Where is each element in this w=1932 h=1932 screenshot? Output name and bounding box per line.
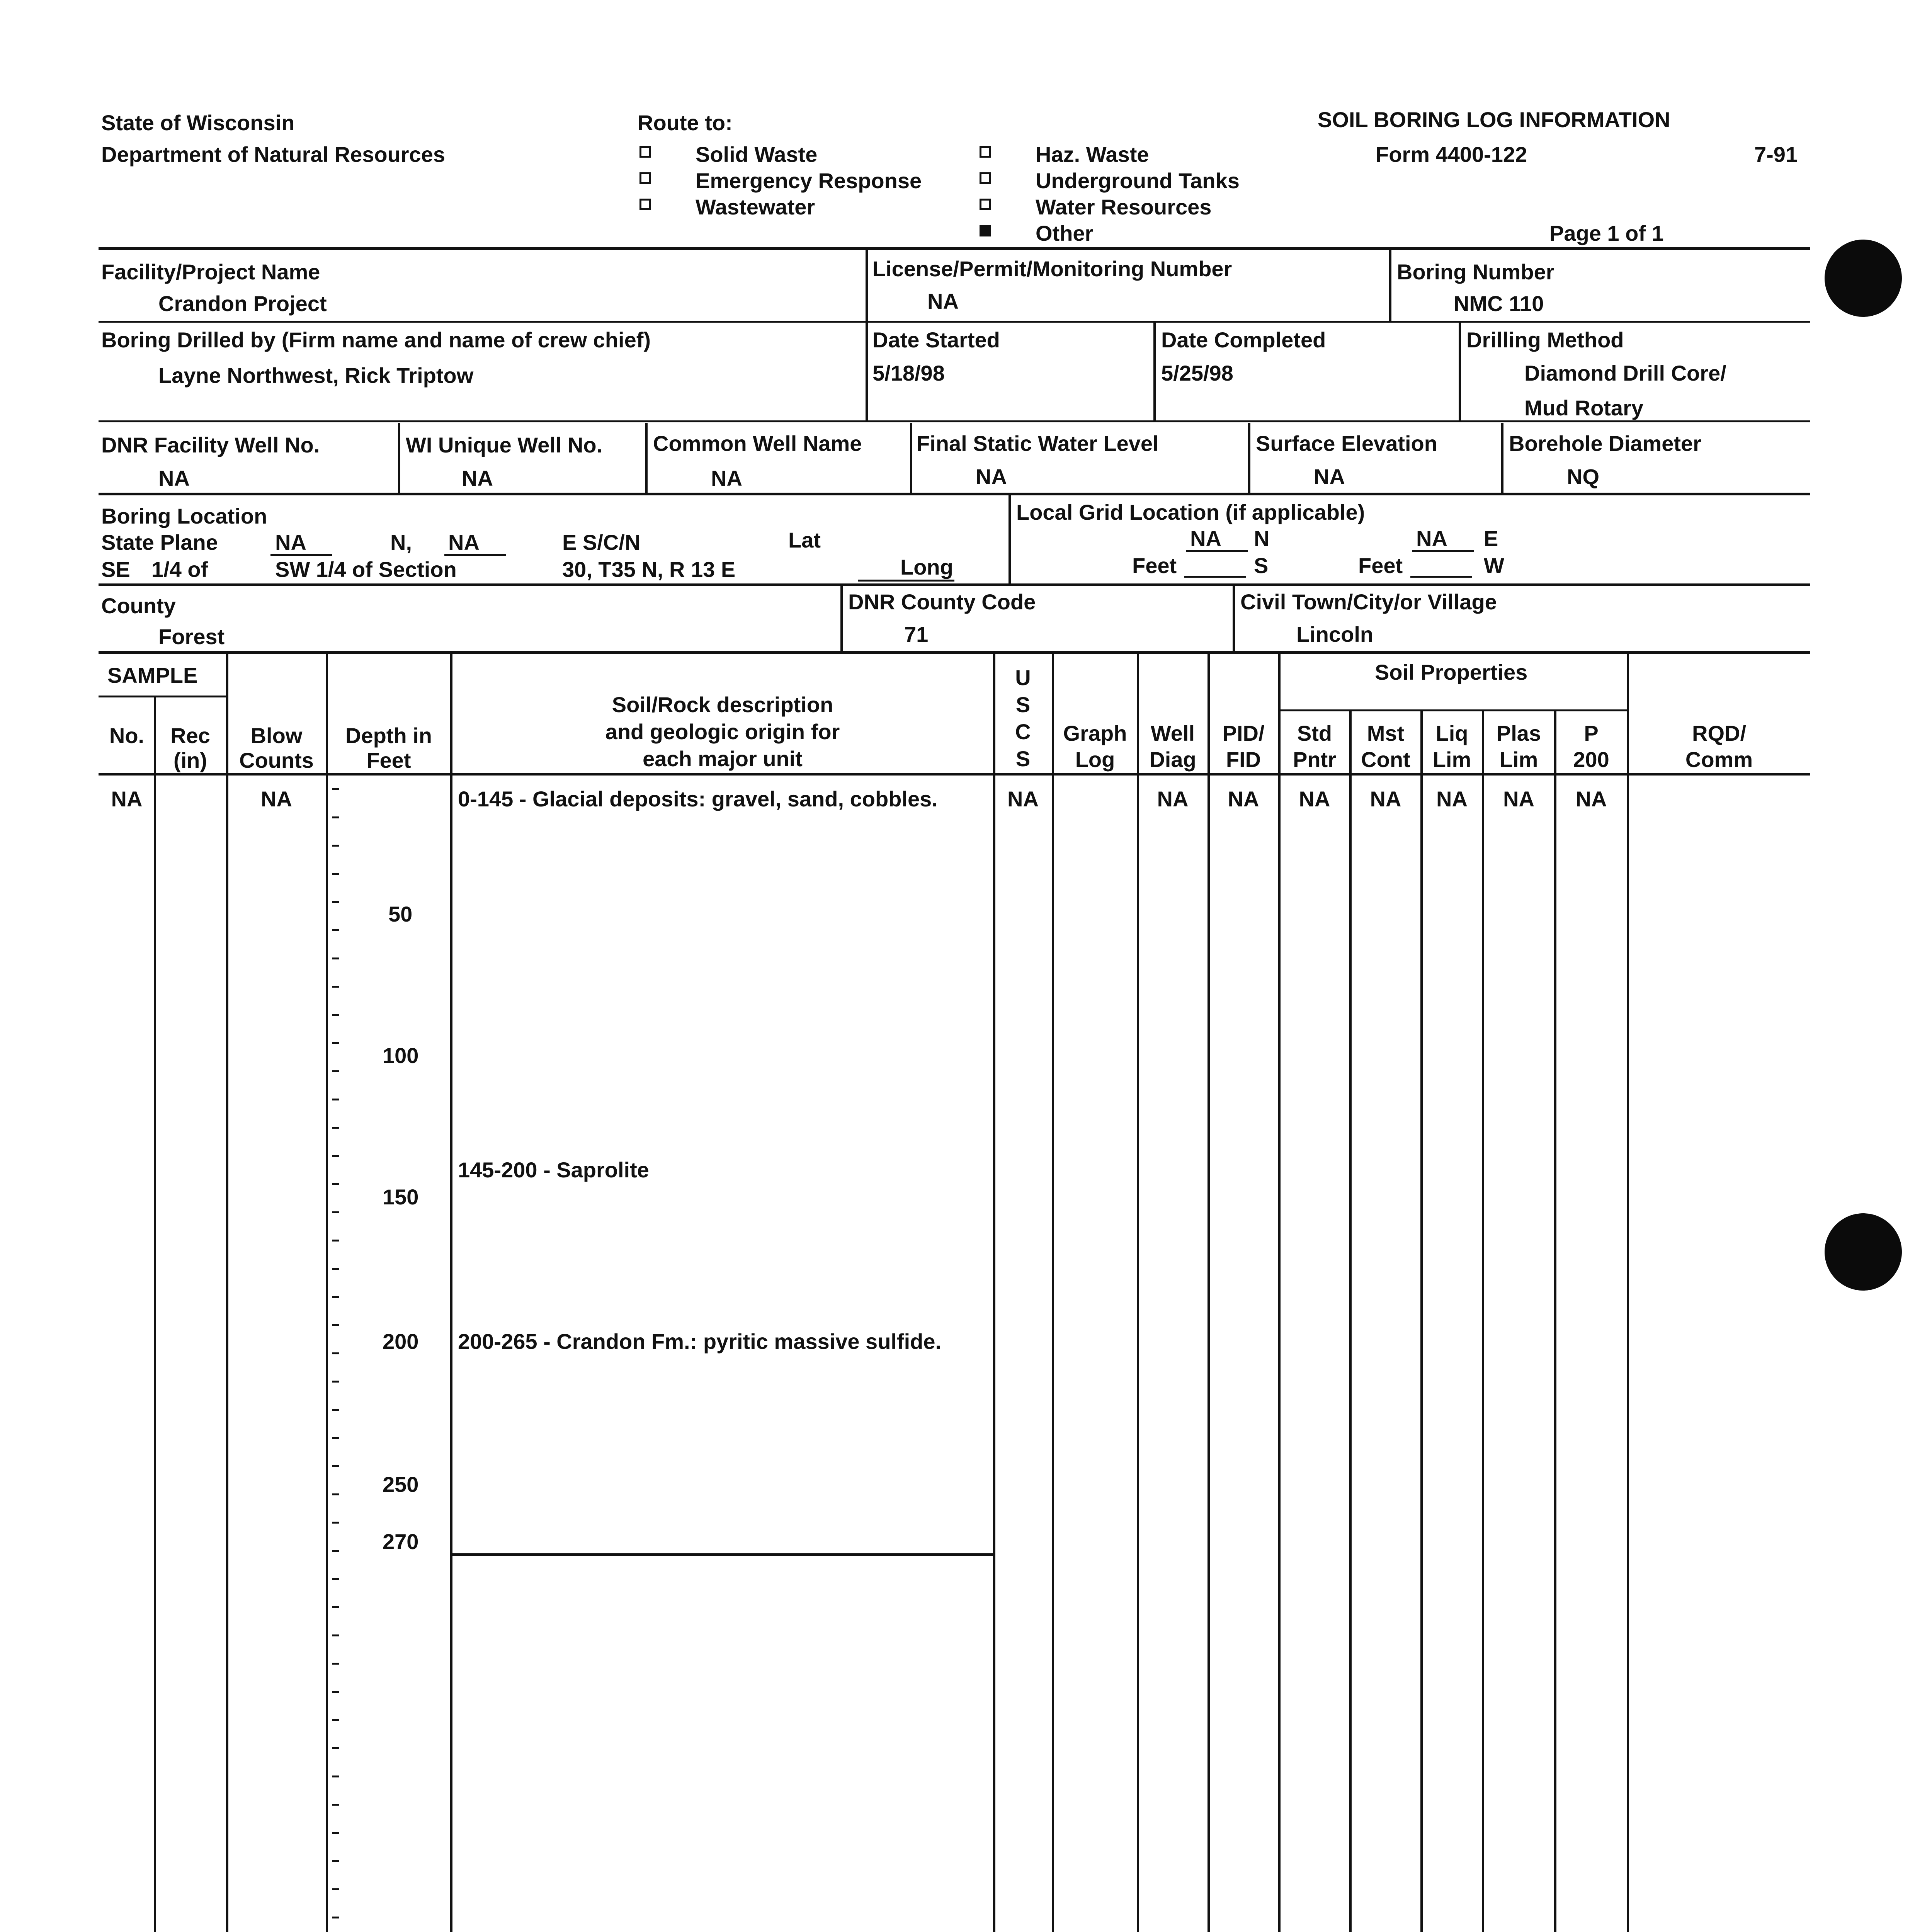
depth-label-50: 50 — [388, 902, 413, 926]
depth-tick — [332, 929, 339, 931]
rule — [99, 493, 1810, 495]
depth-tick — [332, 1606, 339, 1608]
dnr-facility-well-value: NA — [158, 466, 190, 490]
col-line — [1052, 651, 1054, 1932]
col-depth-header-1: Depth in — [345, 723, 432, 748]
col-line — [226, 651, 228, 1932]
depth-tick — [332, 1381, 339, 1383]
route-to-label: Route to: — [638, 111, 733, 135]
state-plane-label: State Plane — [101, 530, 218, 554]
depth-tick — [332, 1155, 339, 1157]
license-label: License/Permit/Monitoring Number — [872, 257, 1232, 281]
static-water-level-label: Final Static Water Level — [917, 431, 1159, 456]
civil-town-label: Civil Town/City/or Village — [1240, 590, 1497, 614]
col-line — [326, 651, 328, 1932]
depth-tick — [332, 1860, 339, 1862]
col-line — [1554, 709, 1556, 1932]
col-blow-header-1: Blow — [250, 723, 303, 748]
col-line — [1420, 709, 1423, 1932]
project-name-value: Crandon Project — [158, 291, 327, 316]
grid-w-label: W — [1484, 553, 1504, 578]
col-uscs-header-u: U — [1015, 665, 1031, 690]
depth-tick — [332, 1776, 339, 1777]
divider — [910, 423, 912, 493]
depth-tick — [332, 1578, 339, 1580]
col-uscs-header-s1: S — [1015, 692, 1031, 717]
depth-tick — [332, 1832, 339, 1834]
col-blow-header-2: Counts — [239, 748, 314, 772]
depth-tick — [332, 1240, 339, 1242]
divider — [1009, 495, 1011, 583]
depth-tick — [332, 1296, 339, 1298]
depth-tick — [332, 816, 339, 818]
depth-tick — [332, 1550, 339, 1552]
date-started-value: 5/18/98 — [872, 361, 945, 385]
depth-label-270: 270 — [383, 1529, 419, 1554]
col-rec-header-1: Rec — [170, 723, 210, 748]
rule — [99, 696, 226, 697]
col-mst-header-2: Cont — [1361, 747, 1410, 772]
depth-tick — [332, 1493, 339, 1495]
grid-n-value: NA — [1190, 526, 1221, 551]
divider — [1459, 321, 1461, 420]
depth-tick — [332, 957, 339, 959]
boring-location-label: Boring Location — [101, 504, 267, 528]
table-header-rule — [99, 773, 1810, 776]
depth-tick — [332, 986, 339, 988]
divider — [866, 321, 868, 420]
depth-tick — [332, 1070, 339, 1072]
drilled-by-value: Layne Northwest, Rick Triptow — [158, 363, 474, 388]
row-mst-cont: NA — [1370, 787, 1401, 811]
license-value: NA — [927, 289, 959, 313]
route-option-underground-tanks: Underground Tanks — [1036, 168, 1240, 193]
depth-tick — [332, 788, 339, 790]
col-p200-header-2: 200 — [1573, 747, 1609, 772]
description-crandon: 200-265 - Crandon Fm.: pyritic massive sulfide. — [458, 1329, 942, 1354]
checkbox-underground-tanks[interactable] — [980, 172, 991, 184]
depth-tick — [332, 1719, 339, 1721]
col-rqd-header-2: Comm — [1685, 747, 1753, 772]
form-title: SOIL BORING LOG INFORMATION — [1318, 107, 1670, 132]
wi-unique-well-label: WI Unique Well No. — [406, 433, 603, 457]
col-line — [1627, 651, 1629, 1932]
depth-tick — [332, 1268, 339, 1270]
county-value: Forest — [158, 624, 225, 649]
col-liq-header-1: Liq — [1435, 721, 1468, 745]
depth-tick — [332, 1917, 339, 1918]
col-line — [1482, 709, 1484, 1932]
state-plane-n-label: N, — [390, 530, 412, 554]
col-pid-header-1: PID/ — [1222, 721, 1265, 745]
drilling-method-value-1: Diamond Drill Core/ — [1524, 361, 1726, 385]
borehole-diameter-value: NQ — [1567, 464, 1599, 489]
depth-tick — [332, 1042, 339, 1044]
dnr-facility-well-label: DNR Facility Well No. — [101, 433, 320, 457]
checkbox-other[interactable] — [980, 225, 991, 236]
col-rec-header-2: (in) — [173, 748, 207, 772]
rule — [99, 583, 1810, 586]
depth-tick — [332, 1634, 339, 1636]
underline — [1410, 576, 1472, 578]
col-pid-header-2: FID — [1226, 747, 1261, 772]
common-well-name-value: NA — [711, 466, 742, 490]
state-plane-e-value: NA — [448, 530, 480, 554]
soil-properties-header: Soil Properties — [1375, 660, 1528, 684]
col-rqd-header-1: RQD/ — [1692, 721, 1746, 745]
col-well-header-2: Diag — [1149, 747, 1196, 772]
drilling-method-label: Drilling Method — [1466, 328, 1624, 352]
drilling-method-value-2: Mud Rotary — [1524, 396, 1643, 420]
col-liq-header-2: Lim — [1432, 747, 1471, 772]
grid-n-label: N — [1254, 526, 1270, 551]
depth-tick — [332, 901, 339, 903]
row-p200: NA — [1575, 787, 1607, 811]
quarter-1: SE — [101, 557, 130, 582]
grid-e-label: E — [1484, 526, 1498, 551]
page-number: Page 1 of 1 — [1549, 221, 1664, 245]
route-option-other: Other — [1036, 221, 1094, 245]
date-completed-label: Date Completed — [1161, 328, 1326, 352]
col-plas-header-2: Lim — [1499, 747, 1538, 772]
grid-feet-label-1: Feet — [1132, 553, 1177, 578]
rule-header — [99, 247, 1810, 250]
depth-tick — [332, 1437, 339, 1439]
underline — [1184, 576, 1246, 578]
divider — [1248, 423, 1250, 493]
col-std-header-1: Std — [1297, 721, 1332, 745]
depth-tick — [332, 1127, 339, 1129]
route-option-haz-waste: Haz. Waste — [1036, 142, 1149, 167]
quarter-1-suffix: 1/4 of — [151, 557, 208, 582]
rule — [99, 651, 1810, 654]
depth-tick — [332, 1014, 339, 1016]
depth-tick — [332, 1465, 339, 1467]
form-version: 7-91 — [1754, 142, 1798, 167]
divider — [398, 423, 400, 493]
description-glacial: 0-145 - Glacial deposits: gravel, sand, cobbles. — [458, 787, 938, 811]
divider — [866, 247, 868, 321]
state-plane-e-label: E S/C/N — [562, 530, 641, 554]
rule — [99, 420, 1810, 422]
underline — [858, 580, 954, 582]
row-liq-lim: NA — [1436, 787, 1468, 811]
underline — [1186, 550, 1248, 552]
section-township-range: 30, T35 N, R 13 E — [562, 557, 736, 582]
depth-tick — [332, 1663, 339, 1665]
punch-hole-middle — [1825, 1213, 1902, 1291]
depth-tick — [332, 1804, 339, 1806]
description-saprolite: 145-200 - Saprolite — [458, 1158, 649, 1182]
row-std-pntr: NA — [1299, 787, 1330, 811]
wi-unique-well-value: NA — [462, 466, 493, 490]
rule — [1279, 709, 1627, 711]
drilled-by-label: Boring Drilled by (Firm name and name of crew chief) — [101, 328, 651, 352]
local-grid-label: Local Grid Location (if applicable) — [1016, 500, 1365, 524]
county-code-value: 71 — [904, 622, 929, 646]
col-mst-header-1: Mst — [1367, 721, 1405, 745]
col-desc-header-2: and geologic origin for — [605, 719, 840, 744]
underline — [270, 554, 332, 556]
department-name: Department of Natural Resources — [101, 142, 446, 167]
col-plas-header-1: Plas — [1496, 721, 1541, 745]
depth-tick — [332, 873, 339, 875]
divider — [840, 583, 843, 651]
col-std-header-2: Pntr — [1293, 747, 1336, 772]
depth-tick — [332, 1691, 339, 1693]
boring-number-label: Boring Number — [1397, 260, 1554, 284]
quarter-2: SW 1/4 of Section — [275, 557, 457, 582]
divider — [645, 423, 648, 493]
col-graph-header-2: Log — [1075, 747, 1115, 772]
lat-label: Lat — [788, 528, 821, 552]
col-well-header-1: Well — [1150, 721, 1195, 745]
divider — [1233, 583, 1235, 651]
county-label: County — [101, 594, 176, 618]
borehole-diameter-label: Borehole Diameter — [1509, 431, 1701, 456]
surface-elevation-value: NA — [1314, 464, 1345, 489]
long-label: Long — [900, 555, 953, 579]
row-plas-lim: NA — [1503, 787, 1534, 811]
grid-e-value: NA — [1416, 526, 1447, 551]
depth-tick — [332, 1522, 339, 1524]
divider — [1501, 423, 1503, 493]
depth-label-250: 250 — [383, 1472, 419, 1497]
divider — [1389, 247, 1391, 321]
depth-tick — [332, 1324, 339, 1326]
sample-header: SAMPLE — [107, 663, 198, 687]
common-well-name-label: Common Well Name — [653, 431, 862, 456]
depth-tick — [332, 1409, 339, 1411]
state-name: State of Wisconsin — [101, 111, 295, 135]
depth-tick — [332, 1747, 339, 1749]
depth-tick — [332, 1352, 339, 1354]
route-option-wastewater: Wastewater — [696, 195, 815, 219]
depth-label-150: 150 — [383, 1185, 419, 1209]
row-uscs: NA — [1007, 787, 1039, 811]
county-code-label: DNR County Code — [848, 590, 1036, 614]
surface-elevation-label: Surface Elevation — [1256, 431, 1437, 456]
checkbox-wastewater[interactable] — [639, 199, 651, 210]
col-uscs-header-s2: S — [1015, 747, 1031, 771]
checkbox-water-resources[interactable] — [980, 199, 991, 210]
state-plane-n-value: NA — [275, 530, 306, 554]
project-name-label: Facility/Project Name — [101, 260, 320, 284]
row-blow-counts: NA — [261, 787, 292, 811]
route-option-emergency-response: Emergency Response — [696, 168, 922, 193]
col-graph-header-1: Graph — [1063, 721, 1127, 745]
col-desc-header-3: each major unit — [643, 747, 803, 771]
civil-town-value: Lincoln — [1296, 622, 1374, 646]
col-line — [993, 651, 995, 1932]
col-uscs-header-c: C — [1015, 719, 1031, 744]
divider — [1153, 321, 1156, 420]
col-line — [1137, 651, 1139, 1932]
form-number: Form 4400-122 — [1376, 142, 1527, 167]
underline — [444, 554, 506, 556]
col-no-header: No. — [109, 723, 145, 748]
col-line — [450, 651, 452, 1932]
grid-feet-label-2: Feet — [1358, 553, 1403, 578]
end-of-boring-line — [450, 1553, 995, 1556]
row-well-diag: NA — [1157, 787, 1189, 811]
row-no: NA — [111, 787, 143, 811]
col-depth-header-2: Feet — [366, 748, 411, 772]
grid-s-label: S — [1254, 553, 1269, 578]
checkbox-haz-waste[interactable] — [980, 146, 991, 158]
punch-hole-top — [1825, 240, 1902, 317]
col-line — [1208, 651, 1210, 1932]
depth-tick — [332, 1099, 339, 1100]
route-option-solid-waste: Solid Waste — [696, 142, 818, 167]
depth-tick — [332, 845, 339, 847]
static-water-level-value: NA — [976, 464, 1007, 489]
depth-label-100: 100 — [383, 1043, 419, 1068]
col-line — [1278, 651, 1281, 1932]
checkbox-emergency-response[interactable] — [639, 172, 651, 184]
col-desc-header-1: Soil/Rock description — [612, 692, 833, 717]
row-pid-fid: NA — [1228, 787, 1259, 811]
col-line — [1349, 709, 1352, 1932]
depth-tick — [332, 1183, 339, 1185]
route-option-water-resources: Water Resources — [1036, 195, 1212, 219]
col-p200-header-1: P — [1584, 721, 1599, 745]
depth-label-200: 200 — [383, 1329, 419, 1354]
rule — [99, 321, 1810, 323]
date-completed-value: 5/25/98 — [1161, 361, 1233, 385]
col-line — [154, 696, 156, 1932]
date-started-label: Date Started — [872, 328, 1000, 352]
depth-tick — [332, 1888, 339, 1890]
boring-number-value: NMC 110 — [1454, 291, 1544, 316]
underline — [1412, 550, 1474, 552]
depth-tick — [332, 1211, 339, 1213]
checkbox-solid-waste[interactable] — [639, 146, 651, 158]
